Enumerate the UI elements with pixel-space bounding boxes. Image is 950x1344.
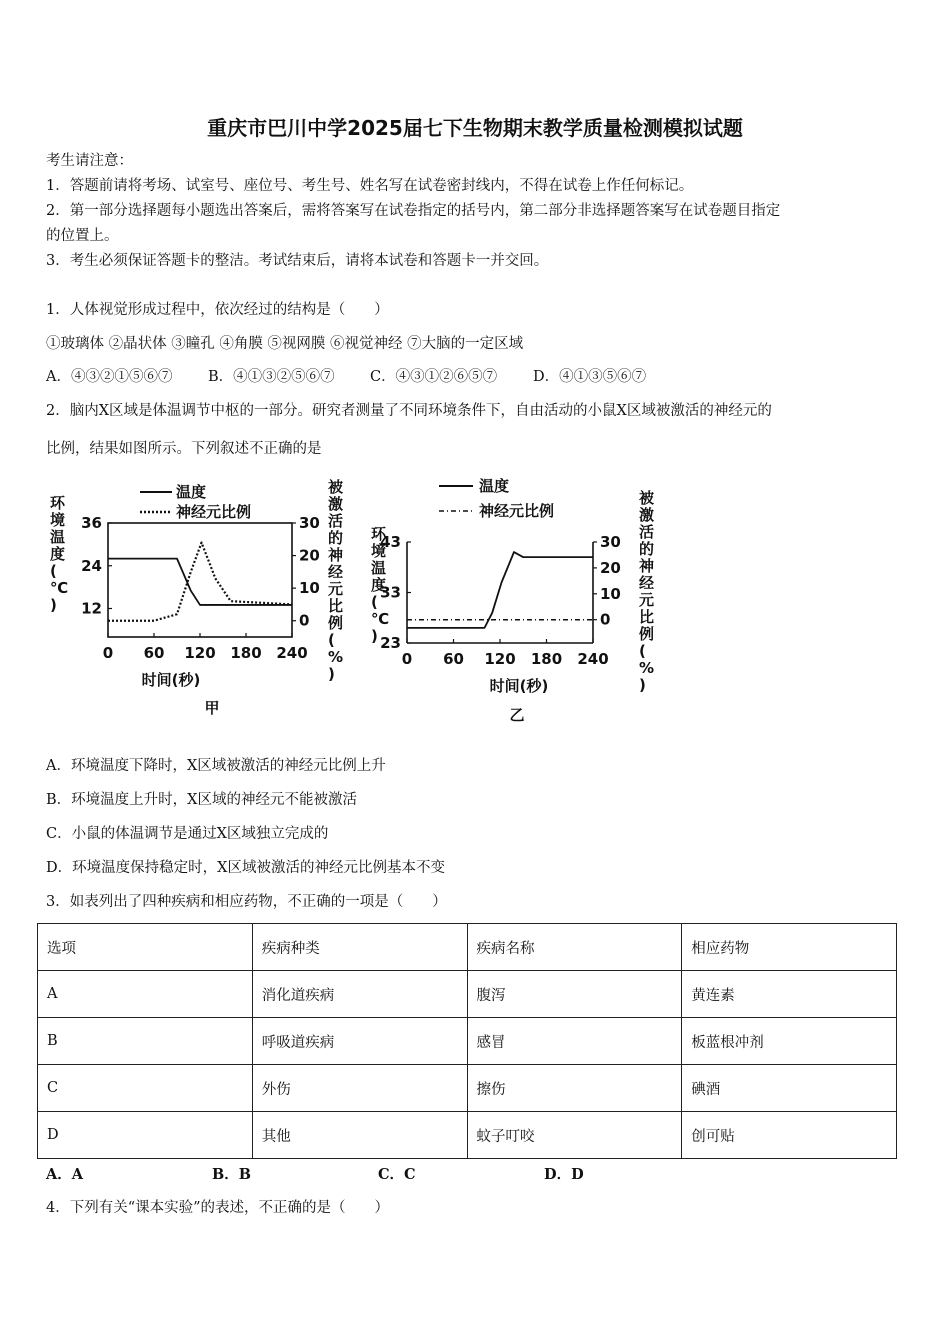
option-b[interactable]: B．④①③②⑤⑥⑦	[208, 369, 335, 385]
table-cell: 黄连素	[682, 971, 897, 1018]
y-left-tick-label: 36	[81, 514, 102, 532]
y-right-label: 被激活的神经元比例( % )	[639, 489, 655, 694]
x-tick-label: 60	[143, 644, 165, 662]
disease-table	[37, 923, 897, 1159]
series-temperature-line	[108, 559, 292, 605]
notice-item: 的位置上。	[46, 228, 119, 244]
question-2-option-d[interactable]: D．环境温度保持稳定时，X区域被激活的神经元比例基本不变	[46, 860, 445, 876]
y-right-tick-label: 30	[600, 533, 621, 551]
x-tick-label: 180	[530, 650, 563, 668]
notice-item: 2．第一部分选择题每小题选出答案后，需将答案写在试卷指定的括号内，第二部分非选择题答案写在试卷题目指定	[46, 203, 781, 219]
plot-frame	[108, 523, 292, 637]
y-left-label: 环境温度( ℃ )	[50, 494, 69, 614]
table-cell: C	[38, 1065, 253, 1112]
table-cell: 消化道疾病	[252, 971, 467, 1018]
table-cell: 感冒	[467, 1018, 682, 1065]
series-temperature-line	[407, 552, 593, 628]
question-3-options	[46, 1165, 904, 1185]
series-neuron-ratio-line	[108, 543, 292, 621]
y-left-tick-label: 23	[380, 634, 401, 652]
question-2-stem: 2．脑内X区域是体温调节中枢的一部分。研究者测量了不同环境条件下，自由活动的小鼠X区域被激活的神经元的	[46, 403, 772, 419]
table-header-cell: 相应药物	[682, 924, 897, 971]
y-right-tick-label: 0	[600, 610, 611, 629]
table-cell: 其他	[252, 1112, 467, 1159]
option-c[interactable]: C．C	[378, 1166, 416, 1183]
x-tick-label: 0	[401, 650, 413, 668]
table-header-cell: 疾病名称	[467, 924, 682, 971]
legend-neuron-label: 神经元比例	[176, 503, 252, 521]
x-tick-label: 240	[276, 644, 308, 662]
chart-yi	[355, 475, 665, 730]
option-a[interactable]: A．④③②①⑤⑥⑦	[46, 369, 173, 385]
table-row	[38, 1065, 897, 1112]
table-header-cell: 选项	[38, 924, 253, 971]
y-left-tick-label: 12	[81, 599, 102, 618]
x-tick-label: 240	[577, 650, 609, 668]
notice-heading: 考生请注意：	[46, 153, 133, 169]
y-right-label: 被激活的神经元比例( % )	[328, 478, 344, 683]
table-cell: 外伤	[252, 1065, 467, 1112]
option-b[interactable]: B．B	[212, 1166, 252, 1183]
table-cell: 腹泻	[467, 971, 682, 1018]
panel-label: 甲	[204, 699, 220, 717]
y-left-tick-label: 24	[81, 556, 102, 575]
y-right-tick-label: 20	[600, 558, 621, 577]
legend-temp-label: 温度	[176, 483, 207, 501]
table-cell: 创可贴	[682, 1112, 897, 1159]
question-2-option-b[interactable]: B．环境温度上升时，X区域的神经元不能被激活	[46, 792, 357, 808]
table-header-row	[38, 924, 897, 971]
page-title: 重庆市巴川中学2025届七下生物期末教学质量检测模拟试题	[207, 116, 743, 140]
legend-temp-label: 温度	[479, 477, 510, 495]
x-axis-label: 时间(秒)	[489, 677, 549, 695]
question-1-items: ①玻璃体 ②晶状体 ③瞳孔 ④角膜 ⑤视网膜 ⑥视觉神经 ⑦大脑的一定区域	[46, 336, 524, 352]
notice-item: 1．答题前请将考场、试室号、座位号、考生号、姓名写在试卷密封线内，不得在试卷上作任何标记。	[46, 178, 694, 194]
x-axis-label: 时间(秒)	[141, 671, 201, 689]
y-right-tick-label: 10	[299, 579, 320, 598]
option-a[interactable]: A．A	[46, 1166, 84, 1183]
table-cell: D	[38, 1112, 253, 1159]
table-row	[38, 971, 897, 1018]
table-cell: 呼吸道疾病	[252, 1018, 467, 1065]
table-row	[38, 1018, 897, 1065]
table-header-cell: 疾病种类	[252, 924, 467, 971]
y-right-tick-label: 10	[600, 584, 621, 603]
y-right-tick-label: 0	[299, 611, 310, 630]
chart-jia	[40, 478, 350, 723]
x-tick-label: 120	[484, 650, 516, 668]
table-row	[38, 1112, 897, 1159]
table-cell: 板蓝根冲剂	[682, 1018, 897, 1065]
question-3-stem: 3．如表列出了四种疾病和相应药物，不正确的一项是（ ）	[46, 894, 447, 910]
question-2-stem-cont: 比例，结果如图所示。下列叙述不正确的是	[46, 441, 322, 457]
y-left-label: 环境温度( ℃ )	[371, 525, 390, 645]
y-left-tick-label: 33	[380, 583, 401, 602]
table-cell: 擦伤	[467, 1065, 682, 1112]
table-cell: A	[38, 971, 253, 1018]
option-c[interactable]: C．④③①②⑥⑤⑦	[370, 369, 498, 385]
option-d[interactable]: D．D	[544, 1166, 584, 1183]
question-1-stem: 1．人体视觉形成过程中，依次经过的结构是（ ）	[46, 302, 389, 318]
question-2-option-a[interactable]: A．环境温度下降时，X区域被激活的神经元比例上升	[46, 758, 386, 774]
x-tick-label: 60	[443, 650, 464, 668]
y-right-tick-label: 30	[299, 514, 320, 532]
x-tick-label: 0	[102, 644, 114, 662]
x-tick-label: 120	[184, 644, 216, 662]
legend-neuron-label: 神经元比例	[479, 502, 555, 520]
table-cell: 碘酒	[682, 1065, 897, 1112]
y-left-tick-label: 43	[380, 533, 401, 551]
question-2-option-c[interactable]: C．小鼠的体温调节是通过X区域独立完成的	[46, 826, 329, 842]
table-cell: B	[38, 1018, 253, 1065]
question-4-stem: 4．下列有关“课本实验”的表述，不正确的是（ ）	[46, 1200, 390, 1216]
x-tick-label: 180	[230, 644, 262, 662]
table-cell: 蚊子叮咬	[467, 1112, 682, 1159]
notice-item: 3．考生必须保证答题卡的整洁。考试结束后，请将本试卷和答题卡一并交回。	[46, 253, 549, 269]
option-d[interactable]: D．④①③⑤⑥⑦	[533, 369, 647, 385]
panel-label: 乙	[509, 706, 525, 724]
y-right-tick-label: 20	[299, 546, 320, 565]
question-1-options	[46, 367, 904, 387]
